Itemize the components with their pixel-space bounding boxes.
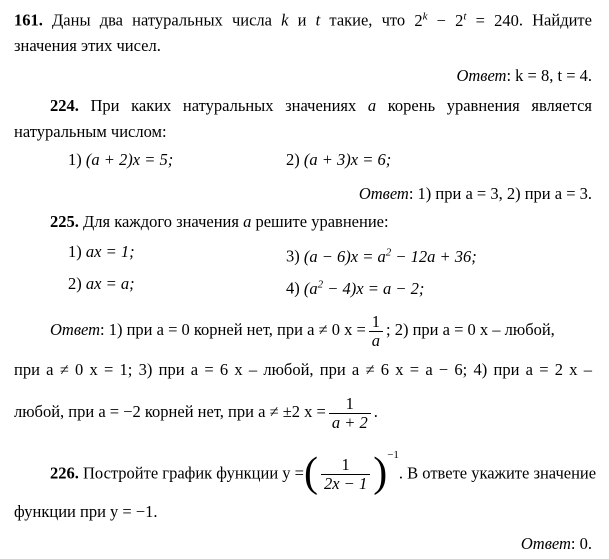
- problem-161-line1: 161. Даны два натуральных числа k и t такие, что $2^k - 2^t = 240$. Найдите: [14, 10, 592, 30]
- equation: $2^k - 2^t = 240$: [414, 10, 519, 30]
- problem-161-line2: значения этих чисел.: [14, 36, 161, 55]
- problem-224-line2: натуральным числом:: [14, 122, 167, 141]
- problem-224-items: 1) (a + 2)x = 5; 2) (a + 3)x = 6;: [68, 150, 392, 169]
- problem-225-answer-line2: при a ≠ 0 x = 1; 3) при a = 6 x – любой, при a ≠ 6 x = a − 6; 4) при a = 2 x –: [14, 360, 592, 379]
- fraction: $\frac{1}{a + 2}$: [329, 395, 371, 432]
- fraction: $\frac{1}{a}$: [369, 313, 383, 350]
- problem-226-line2: функции при y = −1.: [14, 502, 158, 521]
- fraction: $\frac{1}{2x - 1}$: [321, 456, 370, 493]
- problem-number: 226.: [50, 463, 79, 483]
- problem-number: 161.: [14, 10, 43, 30]
- problem-161-answer: Ответ: k = 8, t = 4.: [456, 66, 592, 85]
- problem-number: 225.: [50, 212, 79, 231]
- problem-224-answer: Ответ: 1) при a = 3, 2) при a = 3.: [358, 184, 592, 203]
- problem-226-line1: 226. Постройте график функции y =( $\frac{1}{2x - 1}$ )$^{-1}$. В ответе укажите значение: [50, 449, 597, 496]
- problem-225-answer-line3: любой, при a = −2 корней нет, при a ≠ ±2 x = $\frac{1}{a + 2}$ .: [14, 393, 378, 432]
- problem-225-answer-line1: Ответ: 1) при a = 0 корней нет, при a ≠ 0 x = $\frac{1}{a}$ ; 2) при a = 0 x – любой,: [50, 311, 555, 350]
- problem-number: 224.: [50, 96, 79, 115]
- problem-225-items-row1: 1) ax = 1; 3) $(a - 6)x = a^2 - 12a + 36$;: [68, 242, 477, 266]
- problem-224-line1: 224. При каких натуральных значениях a корень уравнения является: [50, 96, 592, 115]
- problem-226-answer: Ответ: 0.: [520, 534, 592, 553]
- problem-225-line1: 225. Для каждого значения a решите уравнение:: [50, 212, 389, 231]
- problem-225-items-row2: 2) ax = a; 4) $(a^2 - 4)x = a - 2$;: [68, 274, 425, 298]
